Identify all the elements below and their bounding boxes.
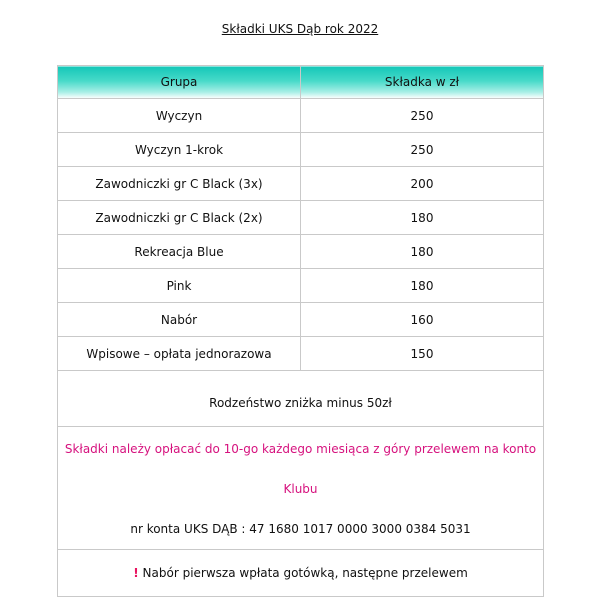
payment-deadline-note: Składki należy opłacać do 10-go każdego miesiąca z góry przelewem na konto Klubu [64, 442, 537, 496]
group-cell: Wyczyn [58, 99, 301, 133]
group-cell: Nabór [58, 303, 301, 337]
group-cell: Pink [58, 269, 301, 303]
siblings-note-row [58, 371, 544, 427]
recruitment-note-cell [58, 550, 544, 597]
page-title: Składki UKS Dąb rok 2022 [221, 22, 379, 36]
fee-cell: 160 [301, 303, 544, 337]
table-row [58, 133, 544, 167]
table-row [58, 167, 544, 201]
group-cell: Zawodniczki gr C Black (3x) [58, 167, 301, 201]
table-row [58, 337, 544, 371]
table-row [58, 201, 544, 235]
fee-cell: 150 [301, 337, 544, 371]
group-cell: Rekreacja Blue [58, 235, 301, 269]
table-row [58, 235, 544, 269]
fee-cell: 180 [301, 269, 544, 303]
fee-cell: 180 [301, 235, 544, 269]
payment-info-row [58, 427, 544, 550]
recruitment-payment-note: Nabór pierwsza wpłata gotówką, następne przelewem [142, 566, 468, 580]
header-group: Grupa [58, 66, 301, 99]
table-row [58, 99, 544, 133]
table-row [58, 269, 544, 303]
table-row [58, 303, 544, 337]
bank-account-number: nr konta UKS DĄB : 47 1680 1017 0000 3000 0384 5031 [130, 522, 471, 536]
group-cell: Wpisowe – opłata jednorazowa [58, 337, 301, 371]
table-header-row [58, 66, 544, 99]
exclamation-icon: ! [133, 566, 139, 580]
payment-info-cell [58, 427, 544, 550]
header-fee: Składka w zł [301, 66, 544, 99]
fee-table [57, 65, 544, 597]
recruitment-note-row [58, 550, 544, 597]
group-cell: Zawodniczki gr C Black (2x) [58, 201, 301, 235]
fee-cell: 180 [301, 201, 544, 235]
fee-cell: 200 [301, 167, 544, 201]
group-cell: Wyczyn 1-krok [58, 133, 301, 167]
fee-cell: 250 [301, 99, 544, 133]
siblings-discount-note: Rodzeństwo zniżka minus 50zł [58, 371, 544, 427]
fee-cell: 250 [301, 133, 544, 167]
